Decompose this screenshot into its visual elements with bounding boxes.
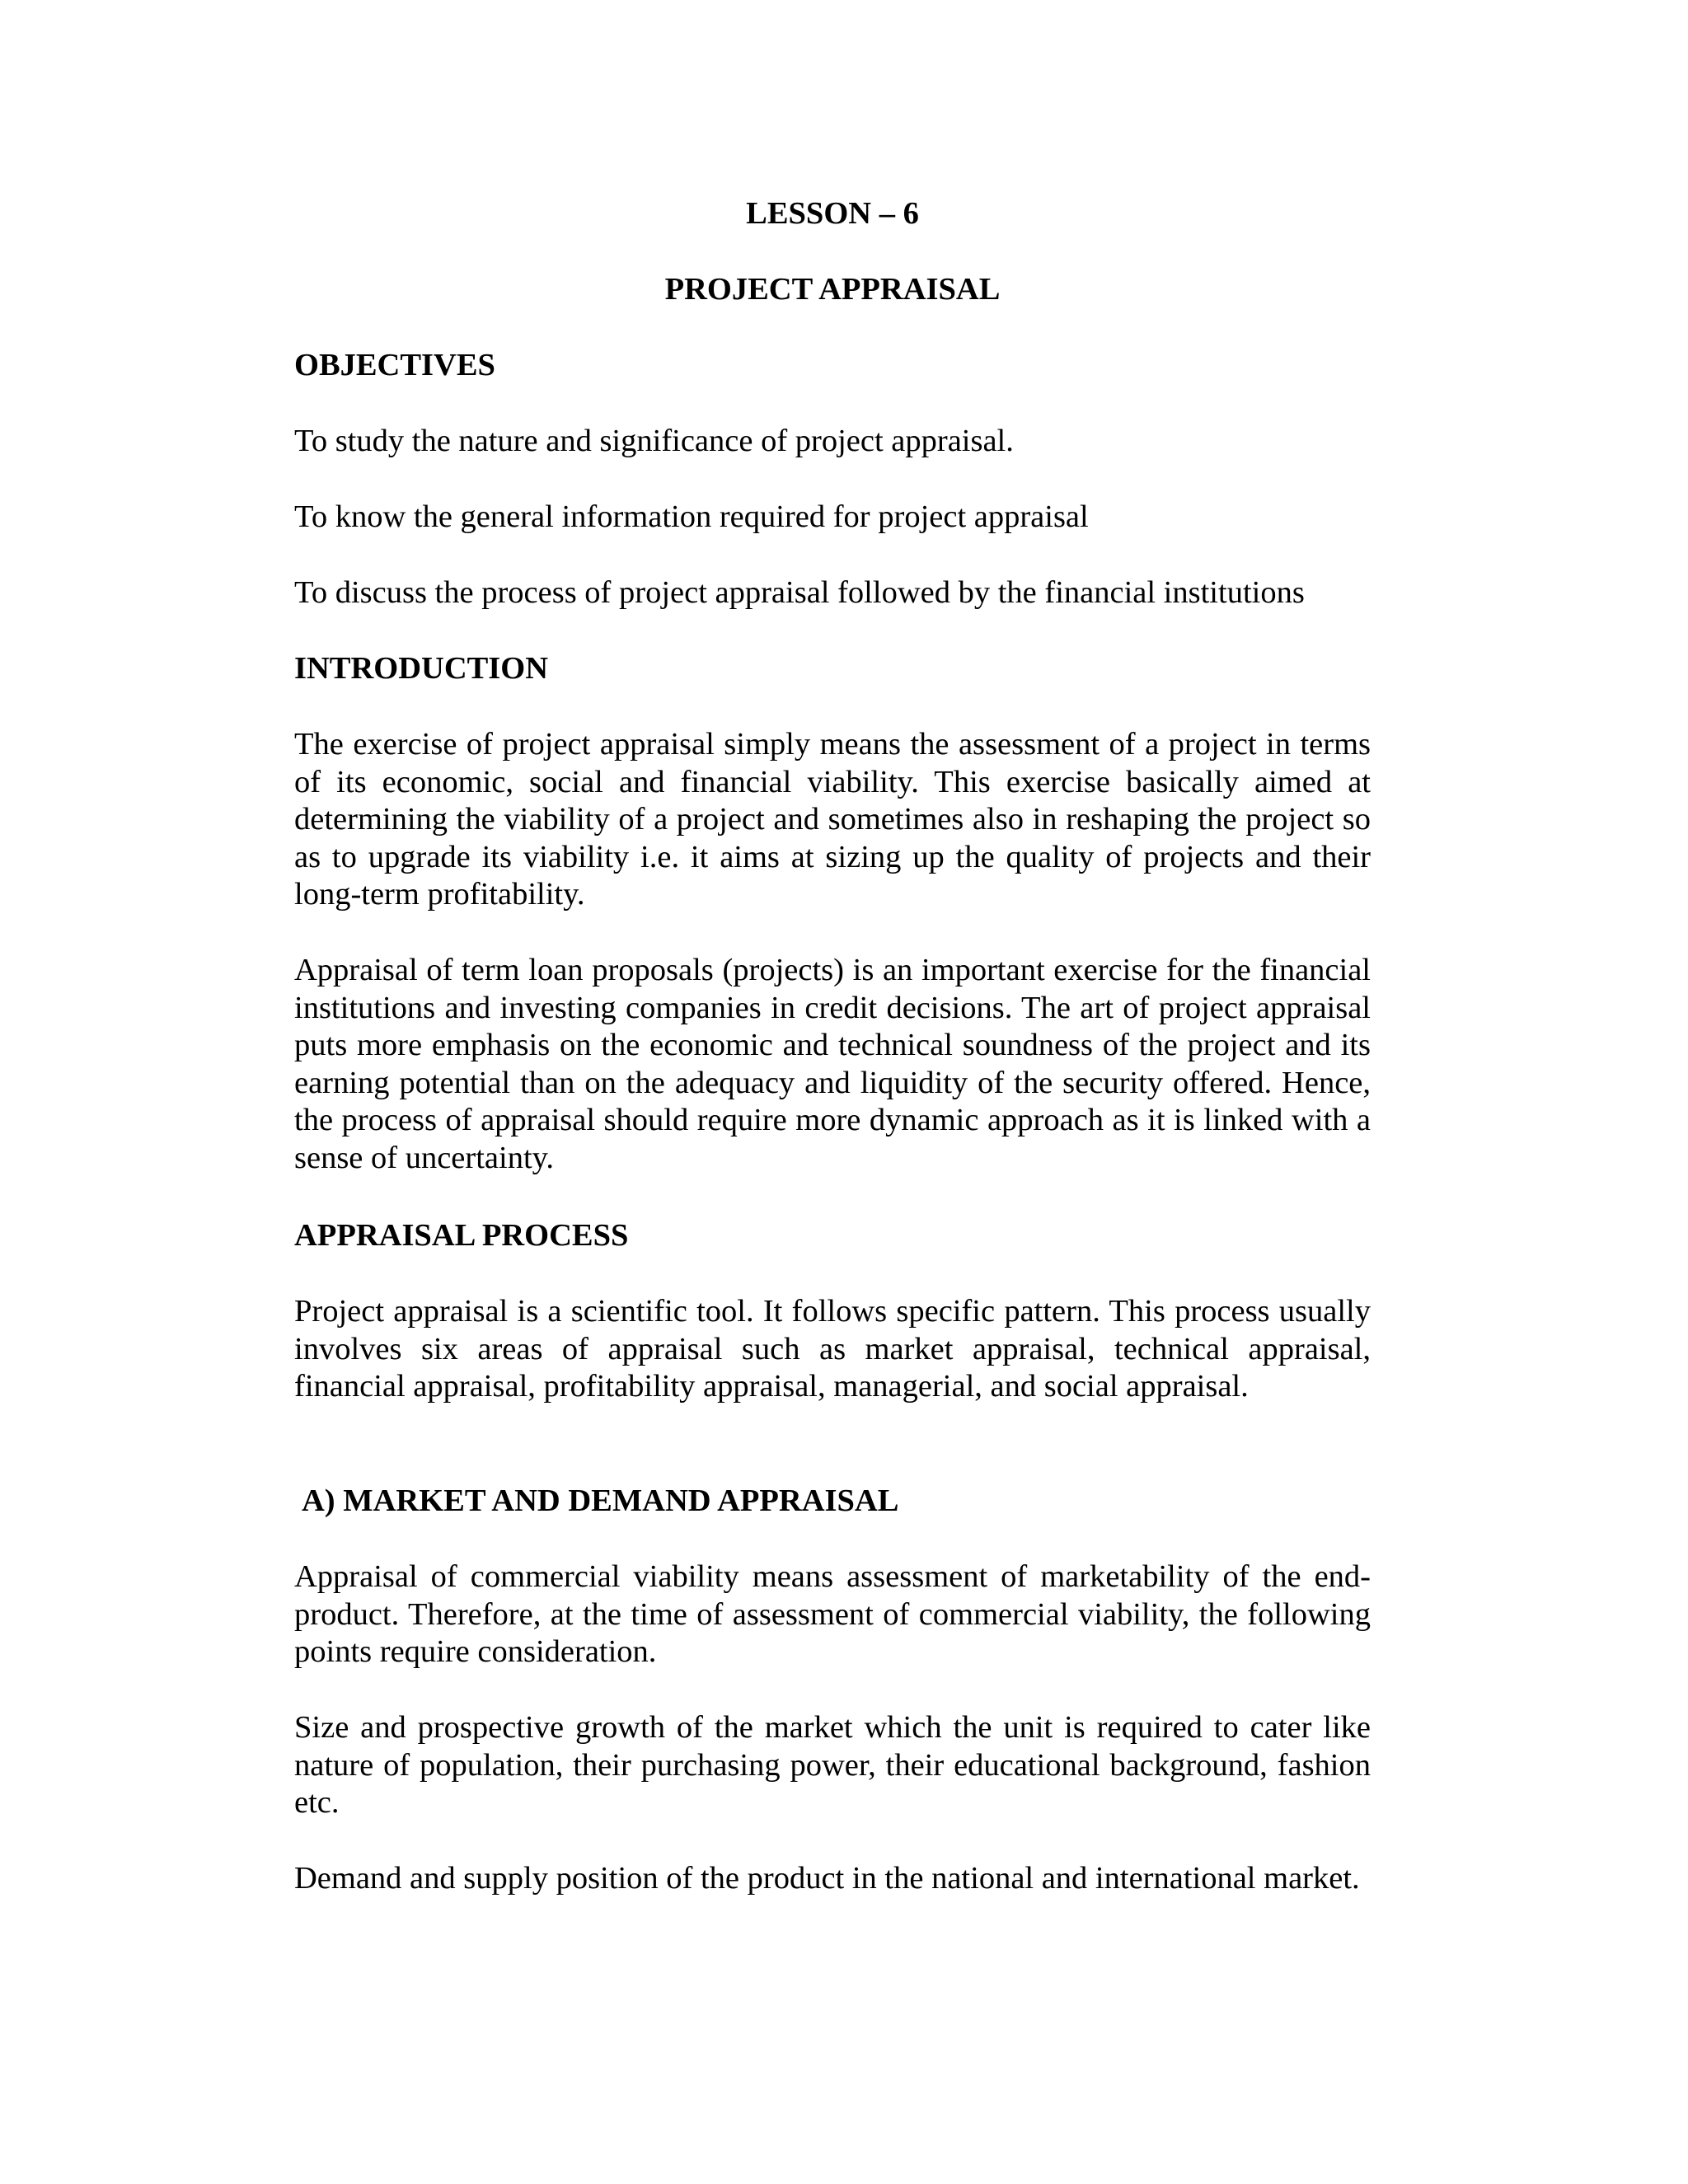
introduction-paragraph: The exercise of project appraisal simply means the assessment of a project in terms of its economic, social and financial viability. This exercise basically aimed at determining the viability of a project and sometimes also in reshaping the project so as to upgrade its viability i.e. it aims at sizing up the quality of projects and their long-term profitability.	[294, 727, 1371, 912]
market-demand-heading: A) MARKET AND DEMAND APPRAISAL	[302, 1483, 899, 1518]
market-demand-paragraph: Size and prospective growth of the market which the unit is required to cater like nature of population, their purchasing power, their educational background, fashion etc.	[294, 1710, 1371, 1820]
introduction-heading: INTRODUCTION	[294, 651, 549, 686]
appraisal-process-paragraph: Project appraisal is a scientific tool. It follows specific pattern. This process usually involves six areas of appraisal such as market appraisal, technical appraisal, financial appraisal, profitability appraisal, managerial, and social appraisal.	[294, 1294, 1371, 1404]
objectives-heading: OBJECTIVES	[294, 348, 495, 382]
lesson-number: LESSON – 6	[746, 196, 919, 231]
introduction-paragraph: Appraisal of term loan proposals (projects) is an important exercise for the financial institutions and investing companies in credit decisions. The art of project appraisal puts more emphasis on the economic and technical soundness of the project and its earning potential than on the adequacy and liquidity of the security offered. Hence, the process of appraisal should require more dynamic approach as it is linked with a sense of uncertainty.	[294, 953, 1371, 1175]
objective-item: To know the general information required for project appraisal	[294, 499, 1089, 534]
market-demand-paragraph: Demand and supply position of the product in the national and international market.	[294, 1861, 1360, 1896]
page-title: PROJECT APPRAISAL	[664, 272, 1001, 307]
objective-item: To discuss the process of project appraisal followed by the financial institutions	[294, 575, 1305, 610]
appraisal-process-heading: APPRAISAL PROCESS	[294, 1218, 629, 1253]
market-demand-paragraph: Appraisal of commercial viability means assessment of marketability of the end-product. Therefore, at the time of assessment of commercial viability, the following points require consideration.	[294, 1559, 1371, 1669]
objective-item: To study the nature and significance of project appraisal.	[294, 424, 1014, 458]
